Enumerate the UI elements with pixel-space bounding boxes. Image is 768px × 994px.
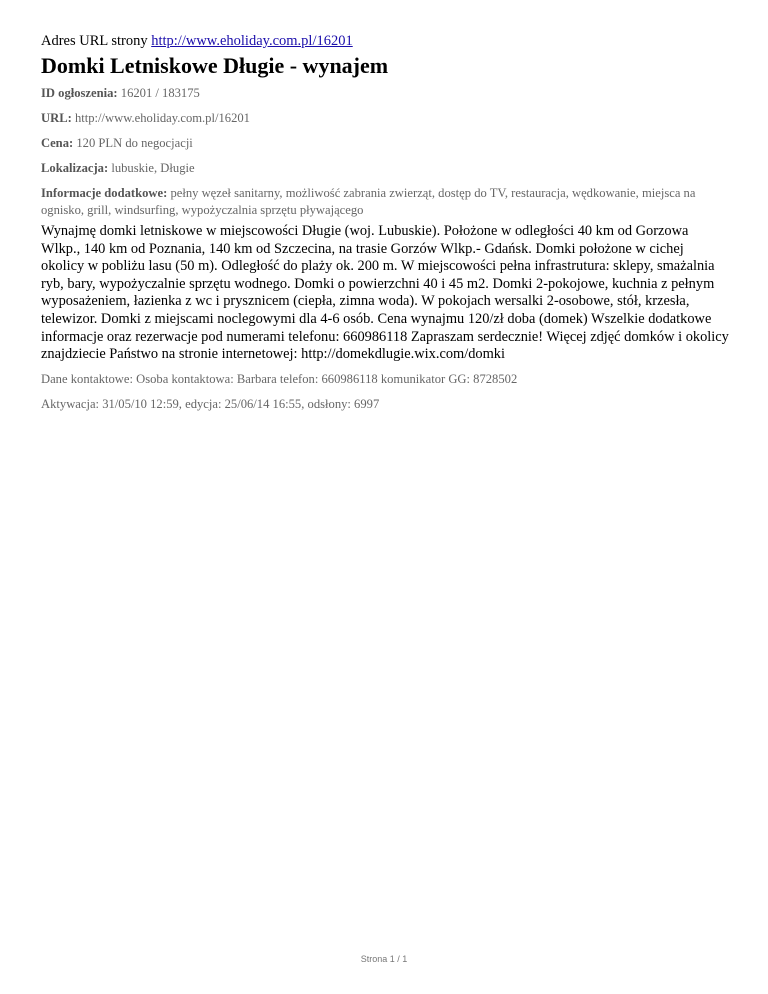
- listing-id-value: 16201 / 183175: [120, 86, 200, 100]
- listing-url-value: http://www.eholiday.com.pl/16201: [74, 111, 250, 125]
- page-title: Domki Letniskowe Długie - wynajem: [41, 53, 389, 78]
- listing-url-row: [41, 110, 731, 126]
- listing-description: Wynajmę domki letniskowe w miejscowości Długie (woj. Lubuskie). Położone w odległości 40 km od Gorzowa Wlkp., 140 km od Poznania, 140 km od Szczecina, na trasie Gorzów Wlkp.- Gdańsk. Domki położone w cichej okolicy w pobliżu lasu (50 m). Odległość do plaży ok. 200 m. W miejscowości pełna infrastrutura: sklepy, smażalnia ryb, bary, wypożyczalnie sprzętu wodnego. Domki o powierzchni 40 i 45 m2. Domki 2-pokojowe, kuchnia z pełnym wyposażeniem, łazienka z wc i prysznicem (ciepła, zimna woda). W pokojach wersalki 2-osobowe, stół, krzesła, telewizor. Domki z miejscami noclegowymi dla 4-6 osób. Cena wynajmu 120/zł doba (domek) Wszelkie dodatkowe informacje oraz rezerwacje pod numerami telefonu: 660986118 Zapraszam serdecznie! Więcej zdjęć domków i okolicy znajdziecie Państwo na stronie internetowej: http://domekdlugie.wix.com/domki: [41, 223, 729, 363]
- listing-id-label: ID ogłoszenia:: [41, 86, 118, 100]
- listing-url-label: URL:: [41, 111, 72, 125]
- additional-info-value: pełny węzeł sanitarny, możliwość zabrania zwierząt, dostęp do TV, restauracja, wędkowanie, miejsca na ognisko, grill, windsurfing, wypożyczalnia sprzętu pływającego: [41, 186, 696, 217]
- listing-id-row: [41, 85, 731, 101]
- location-label: Lokalizacja:: [41, 161, 109, 175]
- location-value: lubuskie, Długie: [111, 161, 195, 175]
- location-row: [41, 160, 731, 176]
- page-url-line: [41, 32, 731, 50]
- listing-content: [41, 32, 731, 421]
- price-value: 120 PLN do negocjacji: [76, 136, 193, 150]
- additional-info-label: Informacje dodatkowe:: [41, 186, 168, 200]
- page-url-link[interactable]: http://www.eholiday.com.pl/16201: [151, 33, 353, 49]
- url-prefix: Adres URL strony: [41, 33, 148, 49]
- activation-info: Aktywacja: 31/05/10 12:59, edycja: 25/06/14 16:55, odsłony: 6997: [41, 396, 380, 411]
- contact-details: Dane kontaktowe: Osoba kontaktowa: Barbara telefon: 660986118 komunikator GG: 8728502: [41, 371, 518, 386]
- price-label: Cena:: [41, 136, 74, 150]
- additional-info-row: [41, 185, 731, 219]
- page-number-footer: Strona 1 / 1: [360, 954, 408, 964]
- price-row: [41, 135, 731, 151]
